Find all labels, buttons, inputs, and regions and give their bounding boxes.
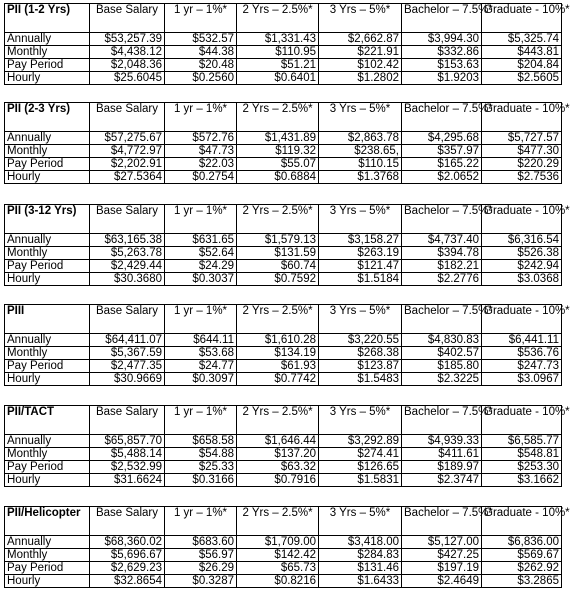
table-row (5, 234, 562, 247)
table-row (5, 59, 562, 72)
cell-three-years: $1.2802 (319, 72, 402, 85)
cell-three-years: $274.41 (319, 448, 402, 461)
cell-base-salary: $31.6624 (90, 474, 165, 487)
cell-one-year: $631.65 (165, 234, 237, 247)
cell-bachelor: $4,830.83 (402, 334, 482, 347)
cell-two-years: $0.7742 (237, 373, 319, 386)
table-row (5, 260, 562, 273)
column-header-two-years: 2 Yrs – 2.5%* (237, 4, 319, 33)
row-label: Pay Period (5, 158, 90, 171)
row-label: Pay Period (5, 461, 90, 474)
column-header-three-years: 3 Yrs – 5%* (319, 205, 402, 234)
row-label: Annually (5, 33, 90, 46)
cell-three-years: $1.5483 (319, 373, 402, 386)
cell-one-year: $658.58 (165, 435, 237, 448)
cell-base-salary: $5,696.67 (90, 549, 165, 562)
cell-two-years: $134.19 (237, 347, 319, 360)
cell-bachelor: $2.3225 (402, 373, 482, 386)
cell-one-year: $644.11 (165, 334, 237, 347)
cell-graduate: $5,727.57 (482, 132, 562, 145)
cell-base-salary: $2,629.23 (90, 562, 165, 575)
salary-table (4, 506, 570, 588)
cell-one-year: $0.2560 (165, 72, 237, 85)
row-label: Monthly (5, 549, 90, 562)
column-header-one-year: 1 yr – 1%* (165, 205, 237, 234)
column-header-base-salary: Base Salary (90, 406, 165, 435)
cell-bachelor: $165.22 (402, 158, 482, 171)
cell-three-years: $123.87 (319, 360, 402, 373)
table-row (5, 575, 562, 588)
cell-bachelor: $153.63 (402, 59, 482, 72)
cell-two-years: $131.59 (237, 247, 319, 260)
column-header-base-salary: Base Salary (90, 4, 165, 33)
cell-graduate: $526.38 (482, 247, 562, 260)
cell-three-years: $221.91 (319, 46, 402, 59)
column-header-one-year: 1 yr – 1%* (165, 406, 237, 435)
table-title: PII/TACT (5, 406, 90, 435)
cell-base-salary: $2,202.91 (90, 158, 165, 171)
cell-one-year: $683.60 (165, 536, 237, 549)
cell-three-years: $3,292.89 (319, 435, 402, 448)
cell-two-years: $0.6401 (237, 72, 319, 85)
table-row (5, 334, 562, 347)
cell-two-years: $0.8216 (237, 575, 319, 588)
cell-bachelor: $4,939.33 (402, 435, 482, 448)
table-title: PII (1-2 Yrs) (5, 4, 90, 33)
cell-three-years: $110.15 (319, 158, 402, 171)
cell-base-salary: $5,488.14 (90, 448, 165, 461)
row-label: Pay Period (5, 562, 90, 575)
cell-one-year: $0.3097 (165, 373, 237, 386)
cell-three-years: $121.47 (319, 260, 402, 273)
cell-two-years: $60.74 (237, 260, 319, 273)
column-header-graduate: Graduate - 10%* (482, 406, 562, 435)
row-label: Hourly (5, 273, 90, 286)
cell-graduate: $569.67 (482, 549, 562, 562)
cell-one-year: $572.76 (165, 132, 237, 145)
cell-three-years: $238.65, (319, 145, 402, 158)
cell-base-salary: $27.5364 (90, 171, 165, 184)
cell-one-year: $52.64 (165, 247, 237, 260)
cell-bachelor: $5,127.00 (402, 536, 482, 549)
cell-base-salary: $30.9669 (90, 373, 165, 386)
column-header-one-year: 1 yr – 1%* (165, 103, 237, 132)
table-title: PIII (5, 305, 90, 334)
cell-base-salary: $63,165.38 (90, 234, 165, 247)
column-header-three-years: 3 Yrs – 5%* (319, 103, 402, 132)
cell-base-salary: $5,367.59 (90, 347, 165, 360)
column-header-two-years: 2 Yrs – 2.5%* (237, 406, 319, 435)
table-header-row (5, 507, 562, 536)
row-label: Hourly (5, 575, 90, 588)
table-row (5, 562, 562, 575)
cell-base-salary: $64,411.07 (90, 334, 165, 347)
cell-graduate: $2.7536 (482, 171, 562, 184)
cell-two-years: $1,331.43 (237, 33, 319, 46)
cell-three-years: $1.6433 (319, 575, 402, 588)
column-header-base-salary: Base Salary (90, 205, 165, 234)
column-header-base-salary: Base Salary (90, 103, 165, 132)
cell-two-years: $65.73 (237, 562, 319, 575)
cell-graduate: $204.84 (482, 59, 562, 72)
cell-base-salary: $4,438.12 (90, 46, 165, 59)
column-header-three-years: 3 Yrs – 5%* (319, 406, 402, 435)
salary-table (4, 3, 570, 85)
column-header-bachelor: Bachelor – 7.5%* (402, 4, 482, 33)
table-row (5, 72, 562, 85)
table-row (5, 474, 562, 487)
column-header-three-years: 3 Yrs – 5%* (319, 507, 402, 536)
cell-graduate: $6,836.00 (482, 536, 562, 549)
cell-base-salary: $32.8654 (90, 575, 165, 588)
cell-bachelor: $197.19 (402, 562, 482, 575)
cell-graduate: $5,325.74 (482, 33, 562, 46)
cell-one-year: $24.77 (165, 360, 237, 373)
cell-bachelor: $4,295.68 (402, 132, 482, 145)
column-header-three-years: 3 Yrs – 5%* (319, 4, 402, 33)
cell-bachelor: $394.78 (402, 247, 482, 260)
table-row (5, 360, 562, 373)
column-header-graduate: Graduate - 10%* (482, 4, 562, 33)
cell-one-year: $53.68 (165, 347, 237, 360)
cell-bachelor: $4,737.40 (402, 234, 482, 247)
cell-two-years: $1,610.28 (237, 334, 319, 347)
column-header-bachelor: Bachelor – 7.5%* (402, 103, 482, 132)
cell-one-year: $0.3166 (165, 474, 237, 487)
column-header-base-salary: Base Salary (90, 305, 165, 334)
cell-three-years: $126.65 (319, 461, 402, 474)
cell-graduate: $262.92 (482, 562, 562, 575)
cell-bachelor: $2.3747 (402, 474, 482, 487)
cell-graduate: $443.81 (482, 46, 562, 59)
column-header-graduate: Graduate - 10%* (482, 305, 562, 334)
cell-graduate: $3.2865 (482, 575, 562, 588)
salary-table (4, 304, 570, 386)
cell-one-year: $532.57 (165, 33, 237, 46)
cell-graduate: $6,441.11 (482, 334, 562, 347)
cell-base-salary: $68,360.02 (90, 536, 165, 549)
row-label: Annually (5, 435, 90, 448)
cell-base-salary: $2,429.44 (90, 260, 165, 273)
cell-graduate: $2.5605 (482, 72, 562, 85)
cell-two-years: $1,709.00 (237, 536, 319, 549)
cell-two-years: $137.20 (237, 448, 319, 461)
salary-table (4, 405, 570, 487)
table-row (5, 448, 562, 461)
cell-graduate: $548.81 (482, 448, 562, 461)
table-row (5, 158, 562, 171)
row-label: Annually (5, 536, 90, 549)
cell-base-salary: $65,857.70 (90, 435, 165, 448)
row-label: Hourly (5, 72, 90, 85)
cell-bachelor: $189.97 (402, 461, 482, 474)
cell-base-salary: $57,275.67 (90, 132, 165, 145)
cell-graduate: $253.30 (482, 461, 562, 474)
table-row (5, 549, 562, 562)
table-row (5, 461, 562, 474)
column-header-graduate: Graduate - 10%* (482, 507, 562, 536)
cell-bachelor: $357.97 (402, 145, 482, 158)
column-header-one-year: 1 yr – 1%* (165, 4, 237, 33)
row-label: Monthly (5, 46, 90, 59)
cell-one-year: $22.03 (165, 158, 237, 171)
cell-three-years: $1.3768 (319, 171, 402, 184)
cell-graduate: $247.73 (482, 360, 562, 373)
column-header-two-years: 2 Yrs – 2.5%* (237, 205, 319, 234)
column-header-bachelor: Bachelor – 7.5%* (402, 205, 482, 234)
cell-three-years: $131.46 (319, 562, 402, 575)
column-header-base-salary: Base Salary (90, 507, 165, 536)
cell-three-years: $263.19 (319, 247, 402, 260)
row-label: Monthly (5, 448, 90, 461)
cell-base-salary: $30.3680 (90, 273, 165, 286)
column-header-bachelor: Bachelor – 7.5%* (402, 507, 482, 536)
cell-two-years: $0.7916 (237, 474, 319, 487)
row-label: Monthly (5, 145, 90, 158)
row-label: Annually (5, 234, 90, 247)
cell-base-salary: $2,048.36 (90, 59, 165, 72)
column-header-two-years: 2 Yrs – 2.5%* (237, 507, 319, 536)
column-header-two-years: 2 Yrs – 2.5%* (237, 305, 319, 334)
cell-base-salary: $2,532.99 (90, 461, 165, 474)
cell-two-years: $142.42 (237, 549, 319, 562)
cell-three-years: $102.42 (319, 59, 402, 72)
table-header-row (5, 205, 562, 234)
table-row (5, 46, 562, 59)
cell-bachelor: $2.0652 (402, 171, 482, 184)
salary-table (4, 204, 570, 286)
cell-bachelor: $402.57 (402, 347, 482, 360)
table-header-row (5, 103, 562, 132)
cell-three-years: $284.83 (319, 549, 402, 562)
cell-two-years: $55.07 (237, 158, 319, 171)
cell-three-years: $2,662.87 (319, 33, 402, 46)
table-header-row (5, 406, 562, 435)
cell-two-years: $1,431.89 (237, 132, 319, 145)
cell-three-years: $2,863.78 (319, 132, 402, 145)
cell-bachelor: $2.2776 (402, 273, 482, 286)
row-label: Pay Period (5, 360, 90, 373)
cell-one-year: $24.29 (165, 260, 237, 273)
cell-one-year: $56.97 (165, 549, 237, 562)
table-title: PII (2-3 Yrs) (5, 103, 90, 132)
column-header-three-years: 3 Yrs – 5%* (319, 305, 402, 334)
cell-two-years: $1,646.44 (237, 435, 319, 448)
cell-graduate: $220.29 (482, 158, 562, 171)
cell-two-years: $0.6884 (237, 171, 319, 184)
column-header-bachelor: Bachelor – 7.5%* (402, 305, 482, 334)
cell-bachelor: $411.61 (402, 448, 482, 461)
cell-graduate: $6,316.54 (482, 234, 562, 247)
cell-bachelor: $427.25 (402, 549, 482, 562)
cell-bachelor: $185.80 (402, 360, 482, 373)
cell-two-years: $51.21 (237, 59, 319, 72)
cell-three-years: $3,418.00 (319, 536, 402, 549)
table-row (5, 171, 562, 184)
table-row (5, 373, 562, 386)
cell-graduate: $3.0368 (482, 273, 562, 286)
row-label: Hourly (5, 373, 90, 386)
cell-bachelor: $332.86 (402, 46, 482, 59)
table-row (5, 145, 562, 158)
row-label: Monthly (5, 247, 90, 260)
cell-graduate: $477.30 (482, 145, 562, 158)
cell-one-year: $0.3037 (165, 273, 237, 286)
salary-table (4, 102, 570, 184)
column-header-graduate: Graduate - 10%* (482, 205, 562, 234)
cell-two-years: $0.7592 (237, 273, 319, 286)
table-row (5, 132, 562, 145)
cell-two-years: $1,579.13 (237, 234, 319, 247)
column-header-graduate: Graduate - 10%* (482, 103, 562, 132)
cell-bachelor: $1.9203 (402, 72, 482, 85)
row-label: Pay Period (5, 59, 90, 72)
column-header-one-year: 1 yr – 1%* (165, 305, 237, 334)
cell-base-salary: $2,477.35 (90, 360, 165, 373)
table-row (5, 536, 562, 549)
cell-graduate: $242.94 (482, 260, 562, 273)
table-header-row (5, 4, 562, 33)
row-label: Annually (5, 132, 90, 145)
cell-one-year: $44.38 (165, 46, 237, 59)
table-row (5, 247, 562, 260)
table-title: PII (3-12 Yrs) (5, 205, 90, 234)
cell-three-years: $1.5184 (319, 273, 402, 286)
row-label: Pay Period (5, 260, 90, 273)
column-header-one-year: 1 yr – 1%* (165, 507, 237, 536)
row-label: Hourly (5, 474, 90, 487)
cell-one-year: $47.73 (165, 145, 237, 158)
row-label: Monthly (5, 347, 90, 360)
table-title: PII/Helicopter (5, 507, 90, 536)
cell-bachelor: $2.4649 (402, 575, 482, 588)
table-row (5, 33, 562, 46)
row-label: Annually (5, 334, 90, 347)
row-label: Hourly (5, 171, 90, 184)
cell-bachelor: $182.21 (402, 260, 482, 273)
column-header-two-years: 2 Yrs – 2.5%* (237, 103, 319, 132)
cell-two-years: $61.93 (237, 360, 319, 373)
cell-one-year: $0.3287 (165, 575, 237, 588)
column-header-bachelor: Bachelor – 7.5%* (402, 406, 482, 435)
cell-two-years: $119.32 (237, 145, 319, 158)
cell-base-salary: $4,772.97 (90, 145, 165, 158)
cell-two-years: $63.32 (237, 461, 319, 474)
cell-three-years: $268.38 (319, 347, 402, 360)
cell-one-year: $54.88 (165, 448, 237, 461)
cell-two-years: $110.95 (237, 46, 319, 59)
cell-base-salary: $5,263.78 (90, 247, 165, 260)
cell-one-year: $25.33 (165, 461, 237, 474)
cell-three-years: $1.5831 (319, 474, 402, 487)
cell-graduate: $3.1662 (482, 474, 562, 487)
table-row (5, 347, 562, 360)
cell-one-year: $0.2754 (165, 171, 237, 184)
table-row (5, 435, 562, 448)
cell-base-salary: $53,257.39 (90, 33, 165, 46)
cell-one-year: $20.48 (165, 59, 237, 72)
cell-three-years: $3,158.27 (319, 234, 402, 247)
cell-one-year: $26.29 (165, 562, 237, 575)
cell-bachelor: $3,994.30 (402, 33, 482, 46)
cell-graduate: $3.0967 (482, 373, 562, 386)
table-header-row (5, 305, 562, 334)
table-row (5, 273, 562, 286)
cell-graduate: $536.76 (482, 347, 562, 360)
cell-base-salary: $25.6045 (90, 72, 165, 85)
cell-three-years: $3,220.55 (319, 334, 402, 347)
cell-graduate: $6,585.77 (482, 435, 562, 448)
